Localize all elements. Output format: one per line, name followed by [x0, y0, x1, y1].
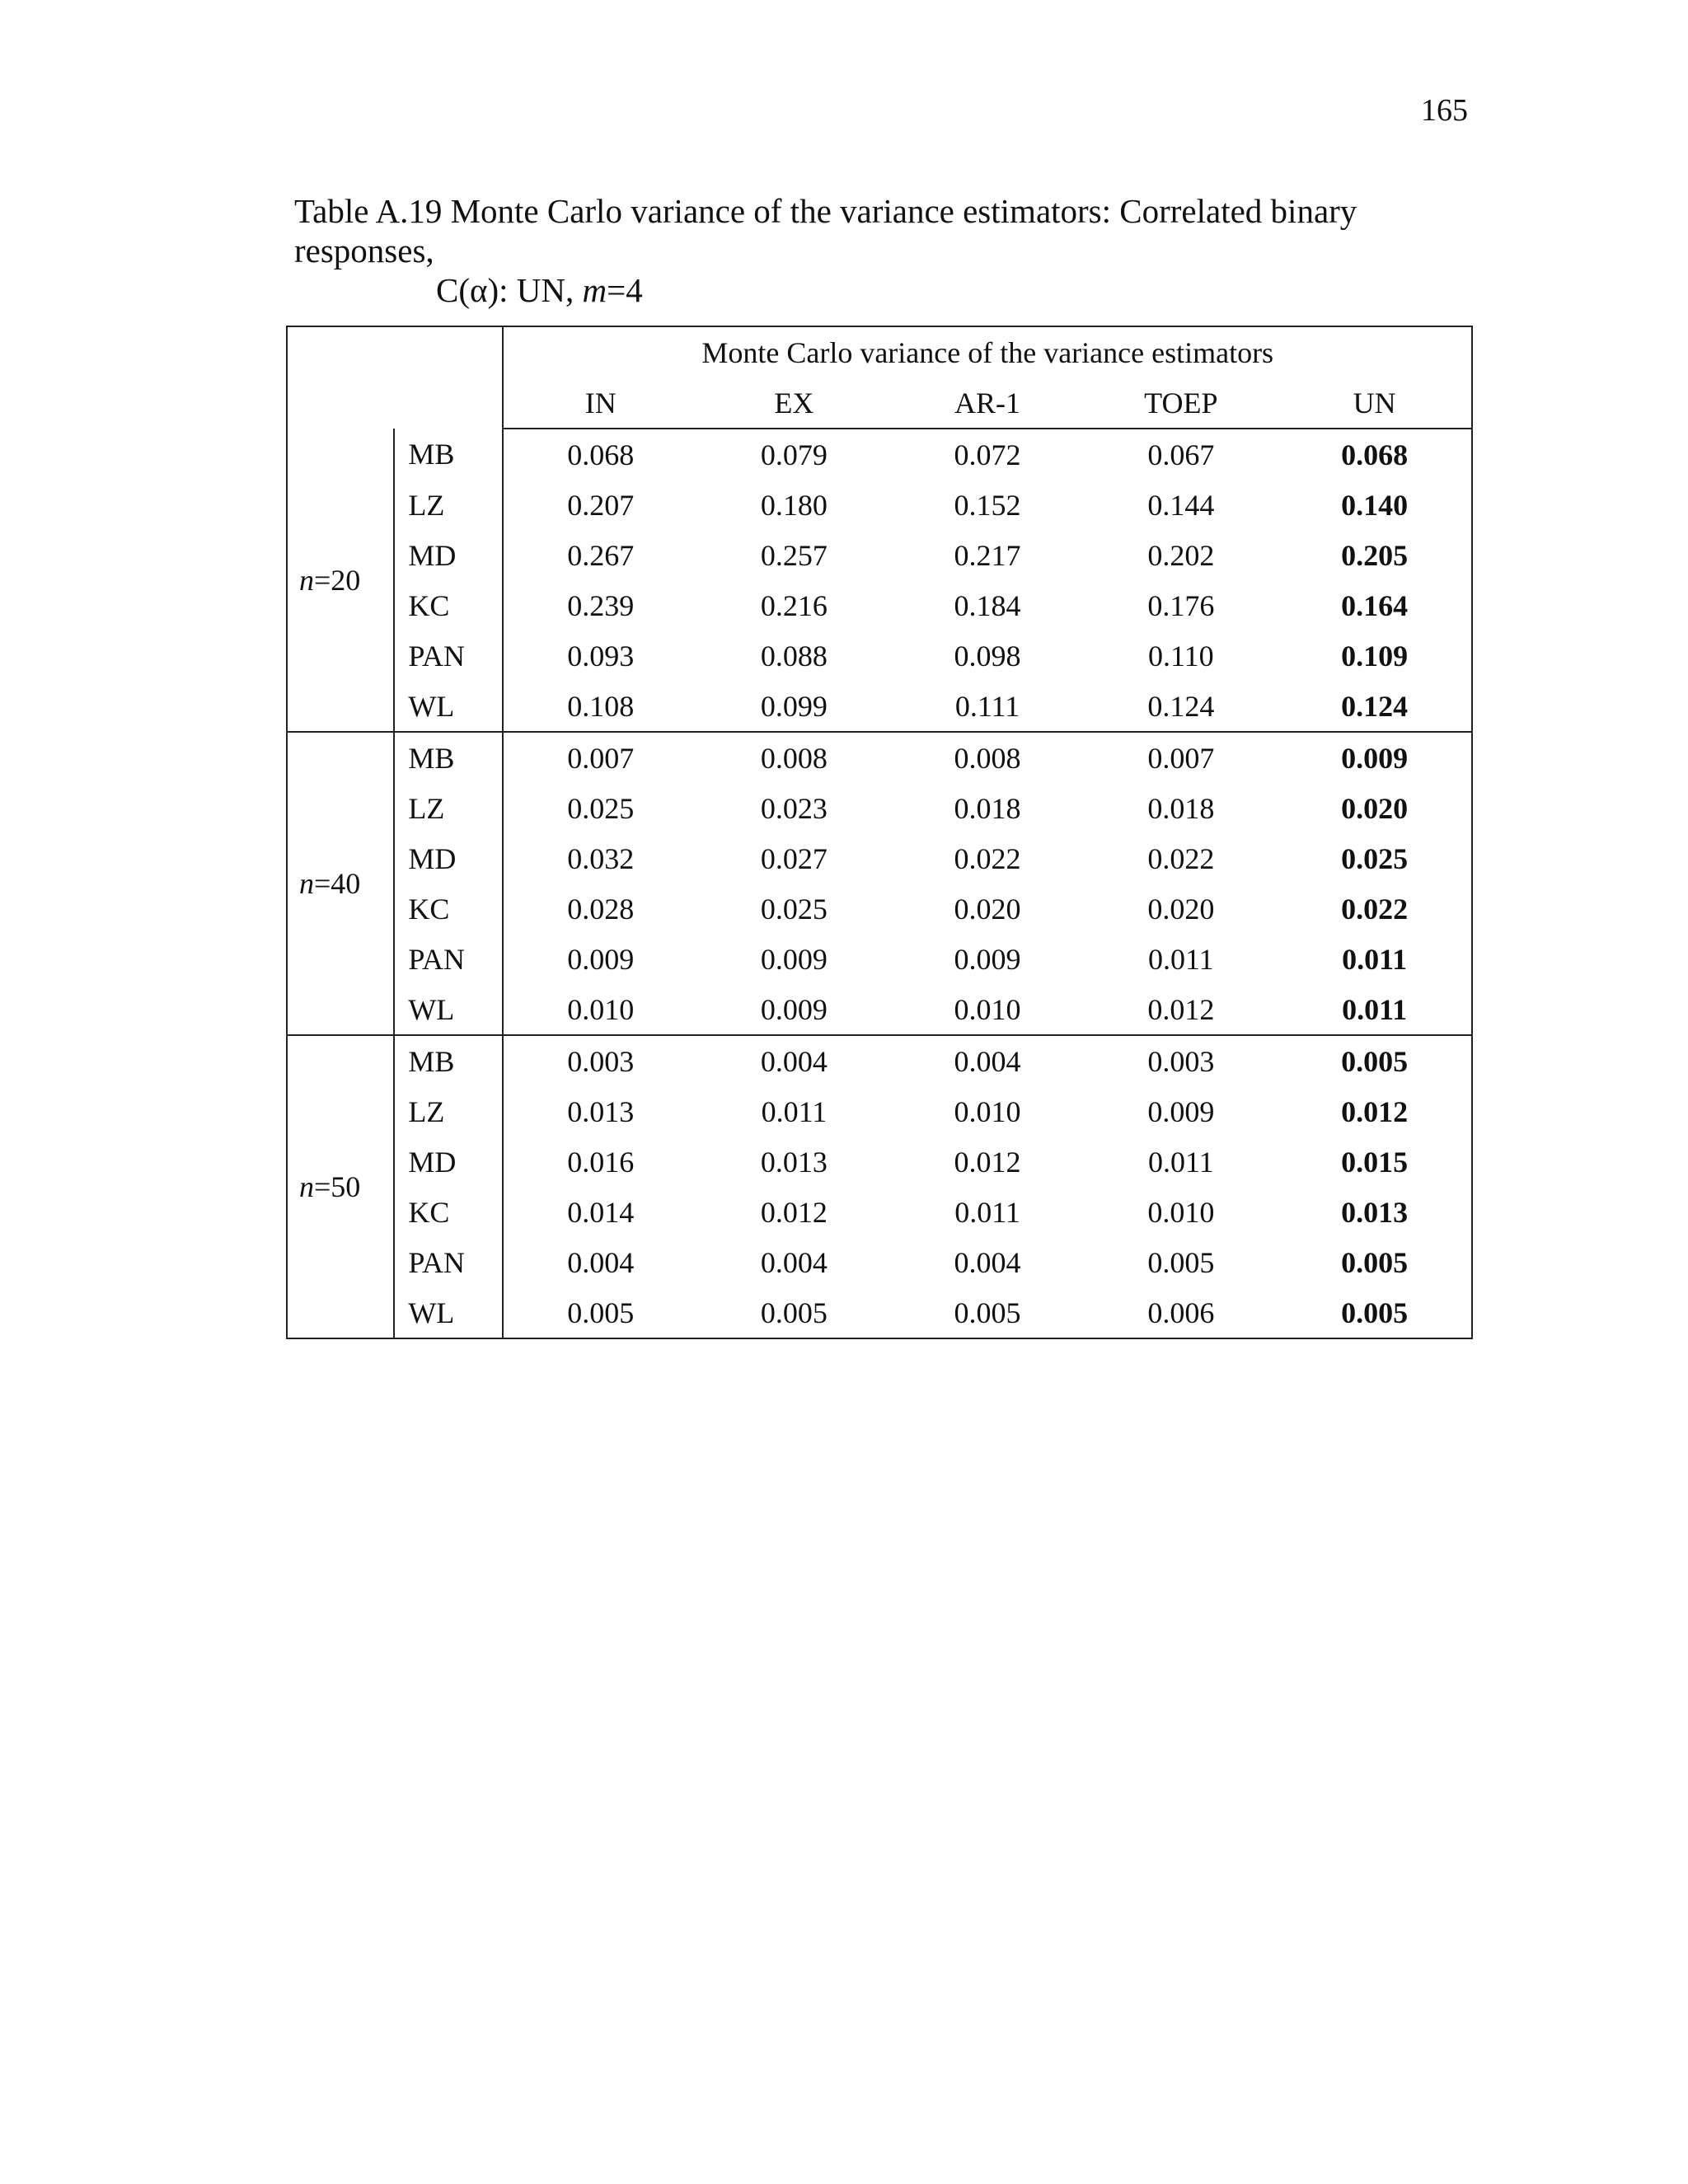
column-header: TOEP: [1084, 377, 1278, 429]
estimator-label: MB: [394, 429, 503, 480]
value-cell: 0.152: [954, 488, 1021, 522]
table-row: [287, 1237, 1472, 1287]
column-header: UN: [1278, 377, 1472, 429]
value-cell: 0.014: [567, 1195, 635, 1229]
value-cell: 0.110: [1148, 639, 1214, 673]
value-cell: 0.009: [1147, 1094, 1215, 1128]
value-cell: 0.068: [1341, 438, 1409, 471]
value-cell: 0.022: [1147, 841, 1215, 875]
value-cell: 0.205: [1341, 538, 1409, 572]
estimator-label: MD: [394, 833, 503, 883]
value-cell: 0.009: [697, 984, 891, 1035]
value-cell: 0.005: [697, 1287, 891, 1338]
estimator-label: LZ: [394, 783, 503, 833]
value-cell: 0.010: [503, 984, 697, 1035]
value-cell: 0.111: [891, 681, 1085, 732]
caption-line-2-suffix: =4: [607, 271, 643, 309]
sample-size-label: [287, 429, 394, 732]
value-cell: 0.011: [761, 1094, 828, 1128]
value-cell: 0.004: [954, 1245, 1021, 1279]
value-cell: 0.005: [1147, 1245, 1215, 1279]
header-blank-cell: [287, 326, 503, 429]
value-cell: 0.032: [567, 841, 635, 875]
value-cell: 0.180: [760, 488, 828, 522]
sample-size-var: n: [299, 1170, 314, 1203]
value-cell: 0.009: [1341, 741, 1409, 775]
value-cell: 0.108: [503, 681, 697, 732]
value-cell: 0.013: [567, 1094, 635, 1128]
estimator-label: PAN: [394, 630, 503, 681]
caption-line-1: Table A.19 Monte Carlo variance of the variance estimators: Correlated binary responses,: [294, 192, 1357, 269]
table-caption: [294, 191, 1473, 310]
value-cell: 0.022: [954, 841, 1021, 875]
value-cell: 0.239: [567, 588, 635, 622]
value-cell: 0.003: [567, 1044, 635, 1078]
value-cell: 0.003: [1147, 1044, 1215, 1078]
value-cell: 0.093: [567, 639, 635, 673]
estimator-label: PAN: [394, 934, 503, 984]
value-cell: 0.012: [954, 1145, 1021, 1179]
value-cell: 0.018: [1147, 791, 1215, 825]
value-cell: 0.013: [1341, 1195, 1409, 1229]
value-cell: 0.184: [954, 588, 1021, 622]
sample-size-var: n: [299, 867, 314, 900]
value-cell: 0.005: [1341, 1044, 1409, 1078]
value-cell: 0.025: [567, 791, 635, 825]
value-cell: 0.020: [954, 892, 1021, 926]
value-cell: 0.004: [954, 1044, 1021, 1078]
value-cell: 0.013: [760, 1145, 828, 1179]
value-cell: 0.005: [503, 1287, 697, 1338]
column-header: EX: [697, 377, 891, 429]
value-cell: 0.005: [1341, 1245, 1409, 1279]
group-block: [287, 1035, 1472, 1338]
value-cell: 0.016: [567, 1145, 635, 1179]
table-row: [287, 783, 1472, 833]
table-row: [287, 429, 1472, 480]
value-cell: 0.011: [1148, 942, 1214, 976]
value-cell: 0.005: [1278, 1287, 1472, 1338]
value-cell: 0.011: [1148, 1145, 1214, 1179]
value-cell: 0.008: [760, 741, 828, 775]
estimator-label: MD: [394, 530, 503, 580]
value-cell: 0.207: [567, 488, 635, 522]
value-cell: 0.025: [1341, 841, 1409, 875]
table-row: [287, 732, 1472, 783]
table-row: [287, 480, 1472, 530]
value-cell: 0.010: [1147, 1195, 1215, 1229]
value-cell: 0.005: [891, 1287, 1085, 1338]
value-cell: 0.267: [567, 538, 635, 572]
value-cell: 0.202: [1147, 538, 1215, 572]
value-cell: 0.028: [567, 892, 635, 926]
value-cell: 0.009: [760, 942, 828, 976]
estimator-label: MD: [394, 1137, 503, 1187]
estimator-label: MB: [394, 1035, 503, 1086]
value-cell: 0.216: [760, 588, 828, 622]
value-cell: 0.025: [760, 892, 828, 926]
value-cell: 0.012: [760, 1195, 828, 1229]
column-header: AR-1: [891, 377, 1085, 429]
value-cell: 0.023: [760, 791, 828, 825]
value-cell: 0.011: [1278, 984, 1472, 1035]
value-cell: 0.020: [1147, 892, 1215, 926]
value-cell: 0.009: [567, 942, 635, 976]
value-cell: 0.109: [1341, 639, 1409, 673]
value-cell: 0.079: [760, 438, 828, 471]
value-cell: 0.140: [1341, 488, 1409, 522]
table-row: [287, 934, 1472, 984]
table-row: [287, 530, 1472, 580]
estimator-label: MB: [394, 732, 503, 783]
value-cell: 0.257: [760, 538, 828, 572]
value-cell: 0.217: [954, 538, 1021, 572]
table-row: [287, 630, 1472, 681]
value-cell: 0.004: [760, 1245, 828, 1279]
value-cell: 0.164: [1341, 588, 1409, 622]
value-cell: 0.006: [1084, 1287, 1278, 1338]
super-header-row: [287, 326, 1472, 377]
value-cell: 0.067: [1147, 438, 1215, 471]
table-row: [287, 1035, 1472, 1086]
group-block: [287, 732, 1472, 1035]
table-row: [287, 1086, 1472, 1137]
value-cell: 0.010: [954, 1094, 1021, 1128]
estimator-label: KC: [394, 580, 503, 630]
variance-table: [286, 326, 1473, 1339]
page-number: 165: [1421, 93, 1468, 128]
caption-line-2-var: m: [582, 271, 607, 309]
table-row: [287, 1137, 1472, 1187]
sample-size-label: [287, 732, 394, 1035]
value-cell: 0.011: [954, 1195, 1020, 1229]
caption-line-2-prefix: C(α): UN,: [436, 271, 583, 309]
value-cell: 0.009: [954, 942, 1021, 976]
column-header: IN: [503, 377, 697, 429]
table-row: [287, 1187, 1472, 1237]
value-cell: 0.088: [760, 639, 828, 673]
table-row: [287, 580, 1472, 630]
value-cell: 0.098: [954, 639, 1021, 673]
sample-size-value: =40: [314, 867, 361, 900]
value-cell: 0.008: [954, 741, 1021, 775]
value-cell: 0.176: [1147, 588, 1215, 622]
value-cell: 0.007: [1147, 741, 1215, 775]
value-cell: 0.004: [760, 1044, 828, 1078]
value-cell: 0.027: [760, 841, 828, 875]
estimator-label: PAN: [394, 1237, 503, 1287]
estimator-label: KC: [394, 883, 503, 934]
value-cell: 0.022: [1341, 892, 1409, 926]
table-row: [287, 833, 1472, 883]
value-cell: 0.011: [1342, 942, 1408, 976]
sample-size-value: =50: [314, 1170, 361, 1203]
value-cell: 0.124: [1278, 681, 1472, 732]
value-cell: 0.004: [567, 1245, 635, 1279]
table-row: [287, 1287, 1472, 1338]
super-header: Monte Carlo variance of the variance estimators: [701, 335, 1274, 369]
value-cell: 0.015: [1341, 1145, 1409, 1179]
value-cell: 0.007: [567, 741, 635, 775]
value-cell: 0.012: [1084, 984, 1278, 1035]
value-cell: 0.012: [1341, 1094, 1409, 1128]
sample-size-value: =20: [314, 563, 361, 597]
sample-size-label: [287, 1035, 394, 1338]
value-cell: 0.020: [1341, 791, 1409, 825]
value-cell: 0.144: [1147, 488, 1215, 522]
table-row: [287, 984, 1472, 1035]
estimator-label: LZ: [394, 1086, 503, 1137]
estimator-label: WL: [394, 681, 503, 732]
value-cell: 0.018: [954, 791, 1021, 825]
value-cell: 0.099: [697, 681, 891, 732]
table-row: [287, 681, 1472, 732]
estimator-label: WL: [394, 984, 503, 1035]
estimator-label: WL: [394, 1287, 503, 1338]
value-cell: 0.124: [1084, 681, 1278, 732]
value-cell: 0.072: [954, 438, 1021, 471]
group-block: [287, 429, 1472, 732]
value-cell: 0.068: [567, 438, 635, 471]
table-header: [287, 326, 1472, 429]
estimator-label: KC: [394, 1187, 503, 1237]
estimator-label: LZ: [394, 480, 503, 530]
value-cell: 0.010: [891, 984, 1085, 1035]
caption-line-2: [294, 270, 1473, 310]
sample-size-var: n: [299, 563, 314, 597]
table-row: [287, 883, 1472, 934]
